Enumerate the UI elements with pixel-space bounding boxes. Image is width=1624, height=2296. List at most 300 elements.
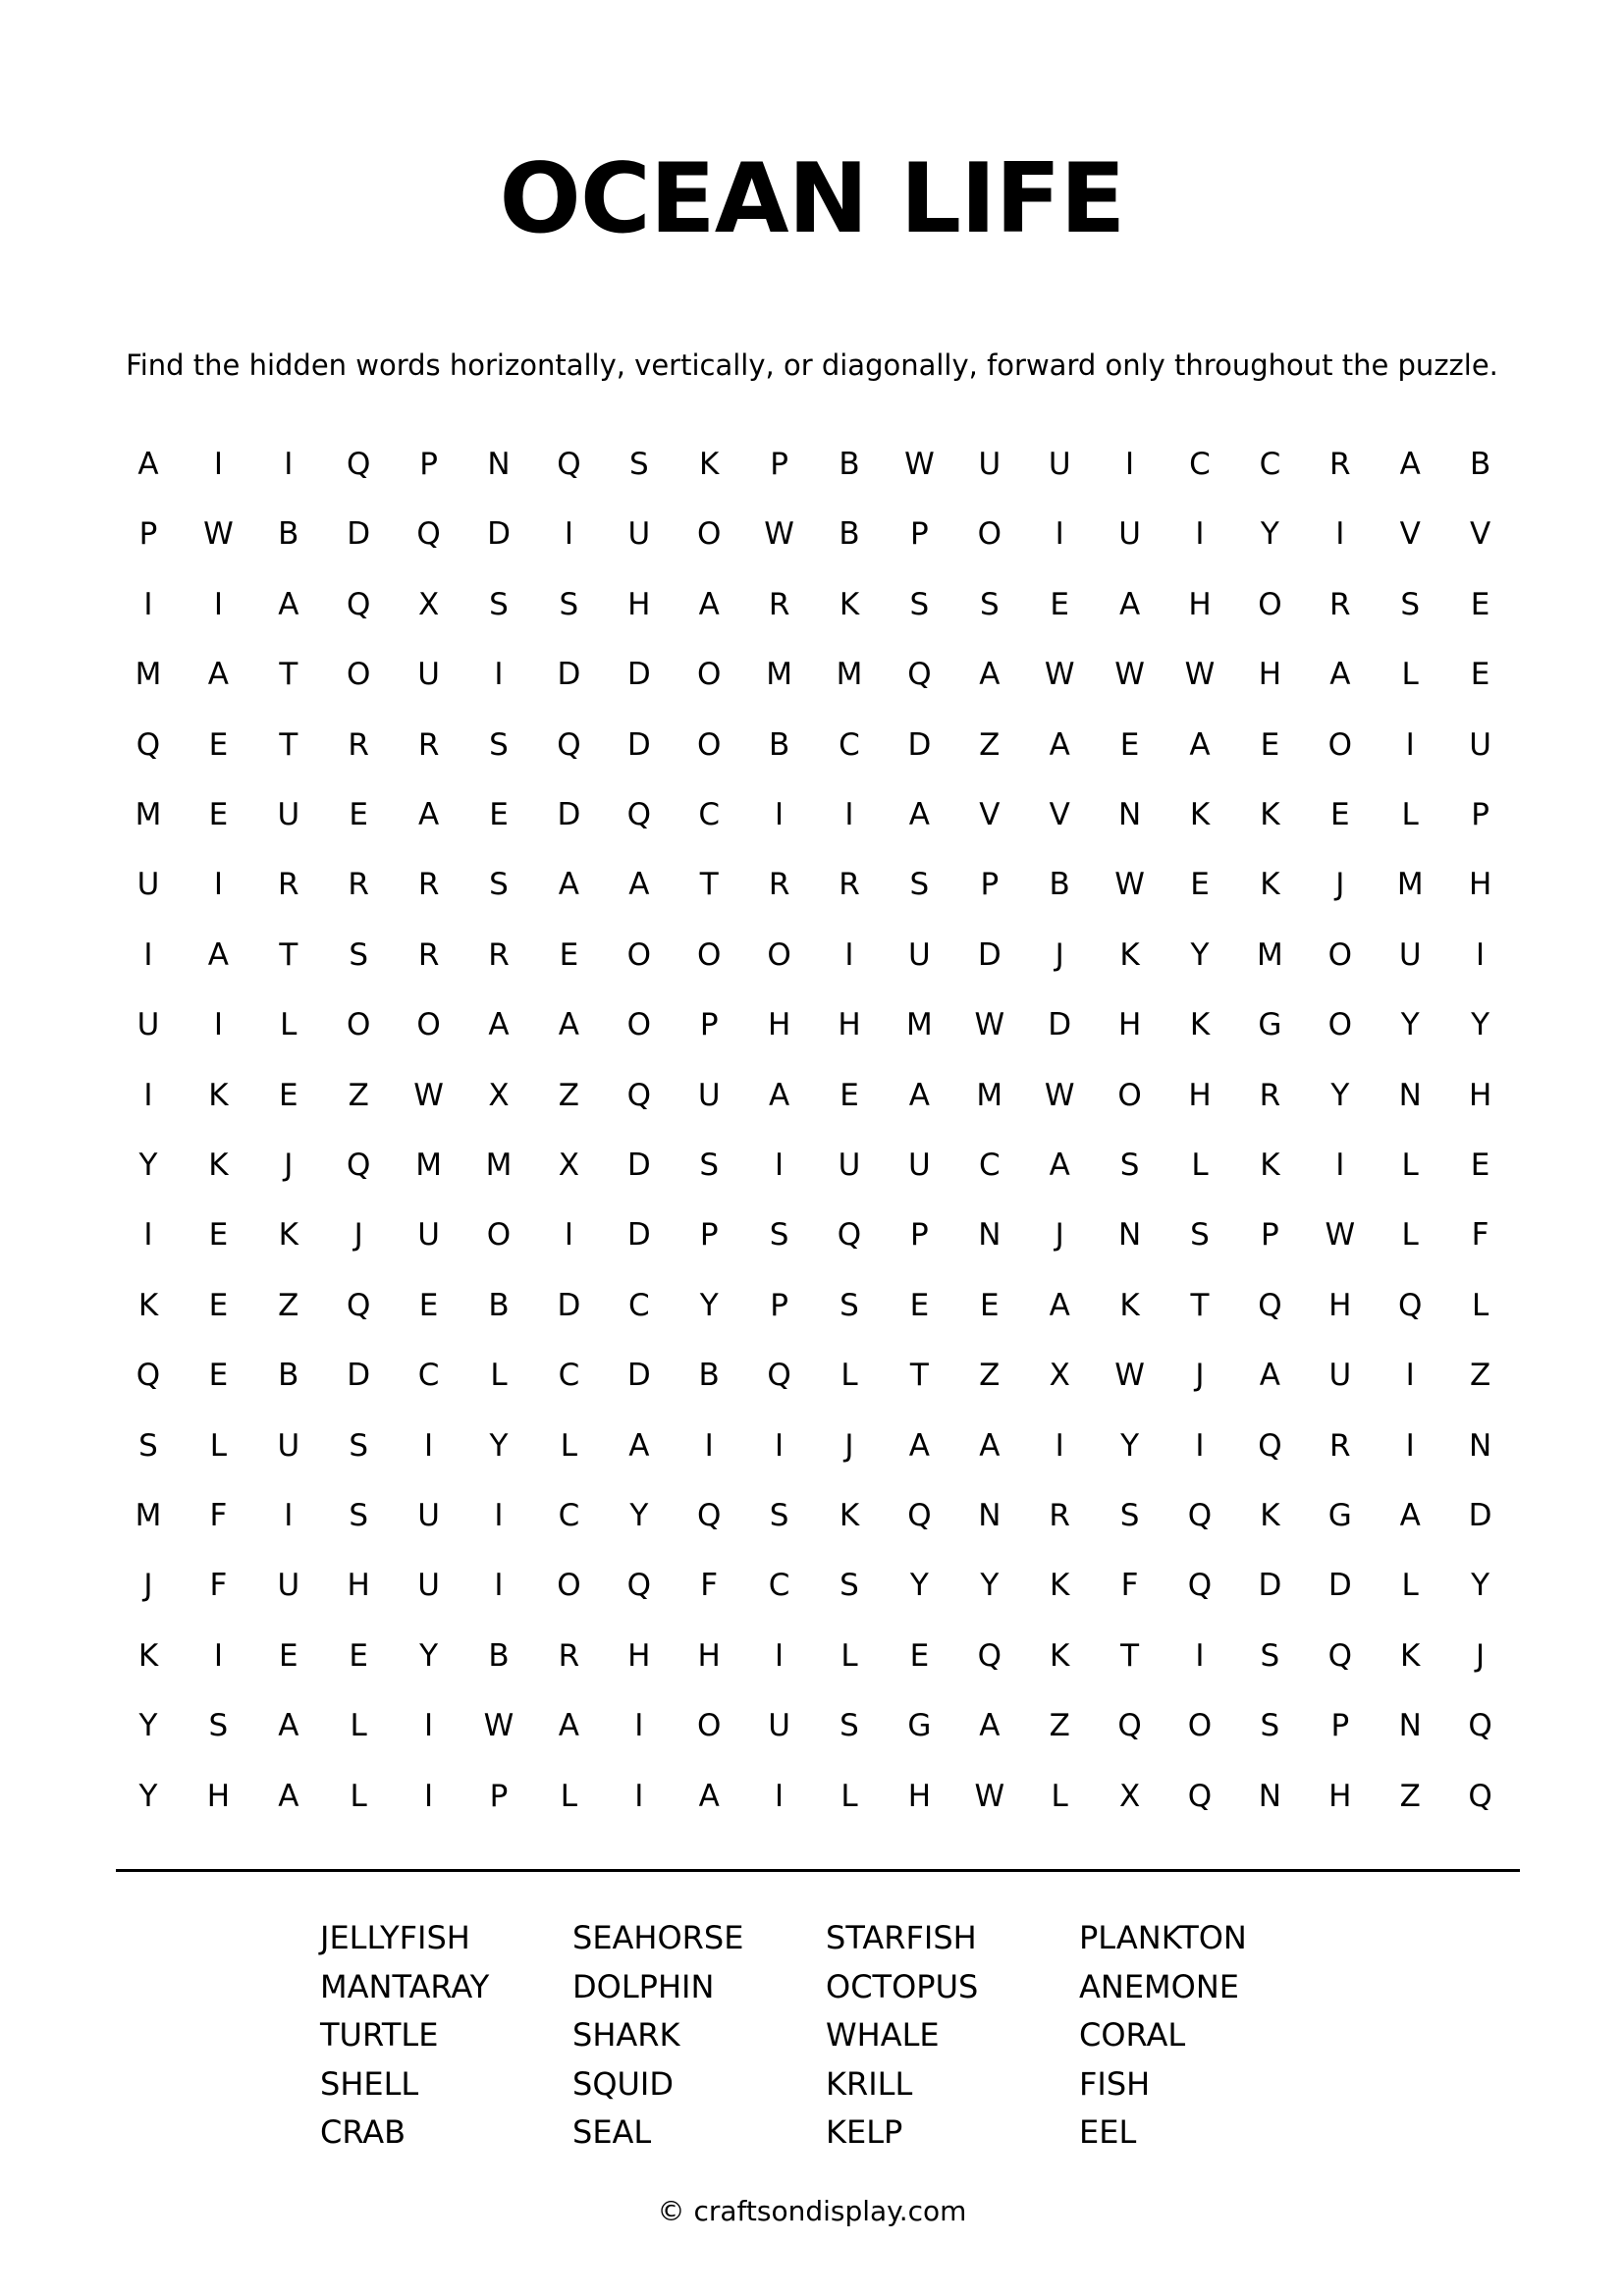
grid-letter: I	[1195, 1427, 1205, 1464]
grid-letter: U	[1118, 516, 1141, 553]
grid-letter: P	[910, 1217, 929, 1254]
grid-letter: E	[208, 1217, 229, 1254]
grid-letter: Q	[346, 447, 371, 482]
word-column	[320, 1914, 566, 2158]
grid-letter: Y	[1330, 1077, 1350, 1113]
grid-letter: E	[909, 1287, 930, 1323]
grid-letter: P	[1261, 1217, 1279, 1254]
grid-letter: S	[979, 586, 1000, 622]
grid-letter: Y	[699, 1287, 719, 1323]
grid-letter: I	[1195, 1637, 1205, 1674]
grid-letter: K	[1050, 1637, 1070, 1674]
grid-letter: E	[1260, 726, 1280, 763]
grid-letter: B	[278, 1358, 299, 1394]
grid-letter: Q	[977, 1637, 1001, 1674]
grid-letter: I	[143, 1217, 153, 1254]
grid-letter: X	[417, 586, 440, 622]
grid-letter: A	[1049, 1287, 1070, 1323]
grid-letter: Q	[557, 726, 581, 763]
grid-letter: U	[627, 516, 651, 553]
grid-letter: Y	[1400, 1007, 1420, 1043]
grid-letter: L	[280, 1007, 298, 1043]
grid-letter: S	[489, 867, 509, 903]
word-list-item: SHELL	[320, 2064, 419, 2103]
grid-letter: W	[1114, 1358, 1145, 1394]
grid-letter: W	[974, 1007, 1005, 1043]
grid-letter: E	[909, 1637, 930, 1674]
grid-letter: O	[346, 657, 371, 693]
grid-letter: W	[1044, 657, 1075, 693]
grid-letter: Y	[138, 1148, 158, 1183]
grid-letter: K	[699, 447, 720, 482]
grid-letter: H	[627, 586, 651, 622]
grid-letter: A	[979, 657, 1001, 693]
grid-letter: W	[1325, 1217, 1356, 1254]
grid-letter: K	[1189, 797, 1211, 832]
grid-letter: A	[278, 1708, 299, 1744]
grid-letter: P	[770, 447, 788, 482]
grid-letter: D	[1468, 1498, 1492, 1533]
grid-letter: N	[978, 1217, 1001, 1254]
grid-letter: A	[558, 1007, 579, 1043]
grid-letter: G	[1327, 1498, 1352, 1533]
grid-letter: I	[1125, 447, 1135, 482]
grid-letter: I	[284, 1498, 294, 1533]
grid-letter: M	[485, 1148, 513, 1183]
grid-letter: Z	[278, 1287, 299, 1323]
grid-letter: P	[419, 447, 438, 482]
grid-letter: O	[696, 657, 722, 693]
grid-letter: L	[350, 1778, 367, 1814]
grid-letter: Q	[626, 1568, 651, 1604]
grid-letter: R	[839, 867, 860, 903]
grid-letter: M	[135, 657, 162, 693]
grid-letter: I	[213, 867, 223, 903]
grid-letter: I	[143, 1077, 153, 1113]
grid-letter: I	[634, 1708, 644, 1744]
grid-letter: W	[203, 516, 234, 553]
grid-letter: I	[284, 447, 294, 482]
grid-letter: S	[839, 1287, 859, 1323]
grid-letter: Y	[1190, 936, 1210, 973]
grid-letter: O	[696, 516, 722, 553]
grid-letter: E	[1119, 726, 1140, 763]
grid-letter: R	[278, 867, 299, 903]
grid-letter: L	[840, 1637, 858, 1674]
grid-letter: R	[1329, 586, 1351, 622]
grid-letter: H	[1188, 586, 1212, 622]
word-list-item: SEAHORSE	[572, 1919, 744, 1956]
grid-letter: R	[768, 867, 790, 903]
grid-letter: U	[838, 1148, 861, 1183]
grid-letter: A	[979, 1427, 1001, 1464]
grid-letter: A	[1329, 657, 1351, 693]
word-list-item: ANEMONE	[1079, 1967, 1239, 2005]
grid-letter: P	[1471, 797, 1489, 832]
grid-letter: Q	[626, 797, 651, 832]
grid-letter: S	[769, 1498, 789, 1533]
grid-letter: E	[349, 1637, 368, 1674]
grid-letter: C	[768, 1568, 790, 1604]
grid-letter: S	[489, 726, 509, 763]
grid-letter: M	[976, 1077, 1003, 1113]
grid-letter: K	[208, 1148, 229, 1183]
grid-letter: B	[839, 447, 860, 482]
grid-letter: I	[494, 1568, 504, 1604]
grid-letter: W	[974, 1778, 1005, 1814]
grid-letter: I	[213, 1637, 223, 1674]
grid-letter: L	[350, 1708, 367, 1744]
grid-letter: O	[626, 1007, 651, 1043]
grid-letter: W	[764, 516, 794, 553]
grid-letter: Q	[696, 1498, 722, 1533]
grid-letter: Y	[1260, 516, 1279, 553]
grid-letter: D	[626, 1148, 651, 1183]
grid-letter: N	[487, 447, 511, 482]
grid-letter: K	[1119, 1287, 1140, 1323]
grid-letter: A	[1399, 447, 1421, 482]
grid-letter: H	[767, 1007, 791, 1043]
grid-letter: Q	[135, 1358, 161, 1394]
grid-letter: L	[1401, 797, 1419, 832]
grid-letter: K	[1260, 1498, 1280, 1533]
word-list-item: KRILL	[826, 2064, 913, 2103]
grid-letter: A	[558, 867, 579, 903]
grid-letter: Y	[1471, 1568, 1490, 1604]
grid-letter: Q	[346, 586, 371, 622]
grid-letter: N	[1117, 1217, 1142, 1254]
grid-letter: D	[907, 726, 932, 763]
grid-letter: B	[768, 726, 790, 763]
grid-letter: U	[417, 657, 440, 693]
grid-letter: Q	[626, 1077, 651, 1113]
grid-letter: P	[699, 1217, 719, 1254]
grid-letter: X	[488, 1077, 510, 1113]
grid-letter: I	[424, 1708, 434, 1744]
word-column	[572, 1914, 818, 2158]
grid-letter: H	[1328, 1287, 1352, 1323]
grid-letter: O	[626, 936, 651, 973]
grid-letter: K	[1189, 1007, 1211, 1043]
word-list-item: FISH	[1079, 2064, 1151, 2103]
grid-letter: C	[698, 797, 721, 832]
footer-credit: © craftsondisplay.com	[657, 2195, 967, 2227]
grid-letter: Y	[1120, 1427, 1140, 1464]
grid-letter: L	[560, 1427, 578, 1464]
grid-letter: M	[415, 1148, 442, 1183]
grid-letter: S	[769, 1217, 789, 1254]
grid-letter: I	[775, 1778, 785, 1814]
grid-letter: M	[1396, 867, 1424, 903]
grid-letter: D	[347, 516, 371, 553]
grid-letter: I	[1335, 1148, 1345, 1183]
grid-letter: E	[349, 797, 368, 832]
grid-letter: Q	[907, 1498, 932, 1533]
grid-letter: I	[844, 936, 854, 973]
grid-letter: R	[417, 726, 440, 763]
grid-letter: R	[348, 726, 369, 763]
grid-letter: I	[494, 657, 504, 693]
grid-letter: U	[1469, 726, 1491, 763]
grid-letter: Z	[1469, 1358, 1491, 1394]
grid-letter: A	[137, 447, 159, 482]
grid-letter: R	[488, 936, 510, 973]
grid-letter: E	[1330, 797, 1350, 832]
grid-letter: I	[424, 1427, 434, 1464]
grid-letter: U	[136, 1007, 160, 1043]
word-list	[0, 1914, 1624, 2160]
grid-letter: I	[704, 1427, 714, 1464]
grid-letter: T	[279, 726, 298, 763]
grid-letter: E	[208, 1287, 229, 1323]
grid-letter: F	[1471, 1217, 1489, 1254]
grid-letter: I	[634, 1778, 644, 1814]
grid-letter: S	[1400, 586, 1421, 622]
grid-letter: O	[1117, 1077, 1142, 1113]
grid-letter: E	[839, 1077, 859, 1113]
grid-letter: A	[628, 1427, 650, 1464]
grid-letter: O	[1258, 586, 1282, 622]
grid-letter: H	[347, 1568, 370, 1604]
grid-letter: O	[696, 936, 722, 973]
grid-letter: H	[907, 1778, 932, 1814]
grid-letter: D	[626, 1358, 651, 1394]
grid-letter: H	[1468, 867, 1492, 903]
grid-letter: W	[483, 1708, 514, 1744]
grid-letter: A	[1049, 726, 1070, 763]
grid-letter: N	[1398, 1077, 1422, 1113]
grid-letter: A	[698, 586, 720, 622]
grid-letter: U	[978, 447, 1001, 482]
grid-letter: R	[1329, 1427, 1351, 1464]
word-list-item: OCTOPUS	[826, 1967, 979, 2005]
grid-letter: L	[1401, 657, 1419, 693]
grid-letter: B	[698, 1358, 720, 1394]
grid-letter: L	[840, 1358, 858, 1394]
grid-letter: I	[775, 1637, 785, 1674]
grid-letter: A	[1189, 726, 1211, 763]
grid-letter: L	[1191, 1148, 1209, 1183]
grid-letter: Y	[909, 1568, 929, 1604]
grid-letter: D	[626, 657, 651, 693]
grid-letter: D	[557, 1287, 581, 1323]
grid-letter: I	[1055, 516, 1064, 553]
grid-letter: I	[143, 586, 153, 622]
grid-letter: Z	[1049, 1708, 1070, 1744]
word-list-item: CORAL	[1079, 2016, 1186, 2054]
grid-letter: T	[279, 936, 298, 973]
grid-letter: W	[904, 447, 935, 482]
grid-letter: I	[213, 1007, 223, 1043]
grid-letter: Q	[1117, 1708, 1142, 1744]
grid-letter: S	[839, 1568, 859, 1604]
grid-letter: K	[1260, 1148, 1280, 1183]
grid-letter: W	[1114, 867, 1145, 903]
grid-letter: D	[977, 936, 1001, 973]
grid-letter: A	[979, 1708, 1001, 1744]
grid-letter: E	[208, 1358, 229, 1394]
grid-letter: P	[770, 1287, 788, 1323]
word-list-item: KELP	[826, 2113, 903, 2151]
grid-letter: S	[909, 867, 930, 903]
grid-letter: A	[908, 1077, 930, 1113]
grid-letter: E	[279, 1077, 298, 1113]
grid-letter: I	[775, 1148, 785, 1183]
grid-letter: A	[558, 1708, 579, 1744]
grid-letter: A	[1259, 1358, 1280, 1394]
word-list-item: STARFISH	[826, 1919, 977, 1956]
grid-letter: U	[417, 1568, 440, 1604]
grid-letter: H	[1188, 1077, 1212, 1113]
grid-letter: G	[1258, 1007, 1282, 1043]
grid-letter: B	[839, 516, 860, 553]
grid-letter: D	[626, 726, 651, 763]
grid-letter: T	[1190, 1287, 1210, 1323]
grid-letter: I	[1476, 936, 1486, 973]
grid-letter: Y	[138, 1708, 158, 1744]
grid-letter: S	[559, 586, 579, 622]
grid-letter: V	[1399, 516, 1421, 553]
grid-letter: H	[838, 1007, 861, 1043]
grid-letter: H	[1258, 657, 1282, 693]
grid-letter: F	[209, 1568, 228, 1604]
grid-letter: U	[1048, 447, 1071, 482]
grid-letter: R	[348, 867, 369, 903]
grid-letter: O	[767, 936, 791, 973]
grid-letter: P	[489, 1778, 509, 1814]
grid-letter: E	[208, 797, 229, 832]
grid-letter: D	[347, 1358, 371, 1394]
grid-letter: K	[208, 1077, 229, 1113]
grid-letter: N	[1117, 797, 1142, 832]
grid-letter: R	[1329, 447, 1351, 482]
grid-letter: Z	[979, 1358, 1001, 1394]
grid-letter: J	[1195, 1358, 1205, 1394]
word-list-item: EEL	[1079, 2113, 1137, 2151]
grid-letter: C	[978, 1148, 1001, 1183]
grid-letter: K	[1260, 797, 1280, 832]
grid-letter: U	[697, 1077, 721, 1113]
grid-letter: I	[1195, 516, 1205, 553]
grid-letter: I	[213, 586, 223, 622]
grid-letter: I	[1055, 1427, 1064, 1464]
grid-letter: V	[1049, 797, 1070, 832]
grid-letter: O	[1187, 1708, 1213, 1744]
grid-letter: A	[1049, 1148, 1070, 1183]
grid-letter: L	[1401, 1217, 1419, 1254]
grid-letter: A	[1118, 586, 1141, 622]
grid-letter: M	[1257, 936, 1283, 973]
grid-letter: Y	[1471, 1007, 1490, 1043]
grid-letter: U	[417, 1217, 440, 1254]
grid-letter: X	[1049, 1358, 1070, 1394]
grid-letter: Y	[419, 1637, 439, 1674]
grid-letter: H	[627, 1637, 651, 1674]
grid-letter: E	[1470, 657, 1490, 693]
grid-letter: I	[1335, 516, 1345, 553]
grid-letter: I	[564, 1217, 573, 1254]
grid-letter: S	[628, 447, 649, 482]
grid-letter: J	[1055, 936, 1064, 973]
grid-letter: W	[413, 1077, 444, 1113]
grid-letter: A	[278, 586, 299, 622]
grid-letter: O	[696, 1708, 722, 1744]
word-list-item: PLANKTON	[1079, 1919, 1247, 1956]
grid-letter: Q	[135, 726, 161, 763]
grid-letter: L	[1401, 1568, 1419, 1604]
instructions-text: Find the hidden words horizontally, vertically, or diagonally, forward only throughout the puzzle.	[126, 348, 1498, 382]
grid-letter: U	[908, 936, 931, 973]
grid-letter: O	[977, 516, 1001, 553]
grid-letter: K	[137, 1287, 159, 1323]
grid-letter: Z	[979, 726, 1001, 763]
grid-letter: A	[908, 1427, 930, 1464]
grid-letter: S	[1260, 1708, 1280, 1744]
grid-letter: J	[1476, 1637, 1486, 1674]
grid-letter: M	[135, 1498, 162, 1533]
grid-letter: H	[206, 1778, 231, 1814]
word-list-item: JELLYFISH	[320, 1919, 470, 1956]
grid-letter: N	[978, 1498, 1001, 1533]
grid-letter: L	[1401, 1148, 1419, 1183]
grid-letter: K	[1260, 867, 1280, 903]
grid-letter: M	[135, 797, 162, 832]
grid-letter: N	[1258, 1778, 1281, 1814]
grid-letter: A	[417, 797, 440, 832]
grid-letter: S	[1260, 1637, 1280, 1674]
grid-letter: J	[1055, 1217, 1064, 1254]
grid-letter: I	[775, 797, 785, 832]
grid-letter: T	[279, 657, 298, 693]
grid-letter: F	[700, 1568, 719, 1604]
grid-letter: O	[486, 1217, 512, 1254]
grid-letter: T	[699, 867, 719, 903]
grid-letter: D	[557, 657, 581, 693]
grid-letter: A	[488, 1007, 510, 1043]
grid-letter: U	[417, 1498, 440, 1533]
grid-letter: L	[209, 1427, 228, 1464]
divider-line	[116, 1869, 1520, 1872]
grid-letter: A	[1399, 1498, 1421, 1533]
grid-letter: K	[137, 1637, 159, 1674]
word-list-item: WHALE	[826, 2016, 940, 2054]
word-column	[826, 1914, 1071, 2158]
grid-letter: Z	[558, 1077, 580, 1113]
grid-letter: D	[557, 797, 581, 832]
grid-letter: O	[1327, 936, 1352, 973]
grid-letter: R	[417, 867, 440, 903]
grid-letter: A	[768, 1077, 790, 1113]
grid-letter: Y	[980, 1568, 1000, 1604]
grid-letter: A	[278, 1778, 299, 1814]
grid-letter: C	[839, 726, 860, 763]
grid-letter: V	[1469, 516, 1491, 553]
grid-letter: S	[699, 1148, 720, 1183]
grid-letter: Q	[767, 1358, 791, 1394]
grid-letter: O	[557, 1568, 581, 1604]
grid-letter: E	[559, 936, 579, 973]
grid-letter: W	[1044, 1077, 1075, 1113]
grid-letter: Q	[1327, 1637, 1352, 1674]
grid-letter: T	[1120, 1637, 1140, 1674]
grid-letter: C	[558, 1498, 580, 1533]
grid-letter: F	[209, 1498, 228, 1533]
grid-letter: E	[1470, 1148, 1490, 1183]
grid-letter: I	[143, 936, 153, 973]
grid-letter: B	[488, 1287, 510, 1323]
grid-letter: B	[278, 516, 299, 553]
grid-letter: W	[1114, 657, 1145, 693]
